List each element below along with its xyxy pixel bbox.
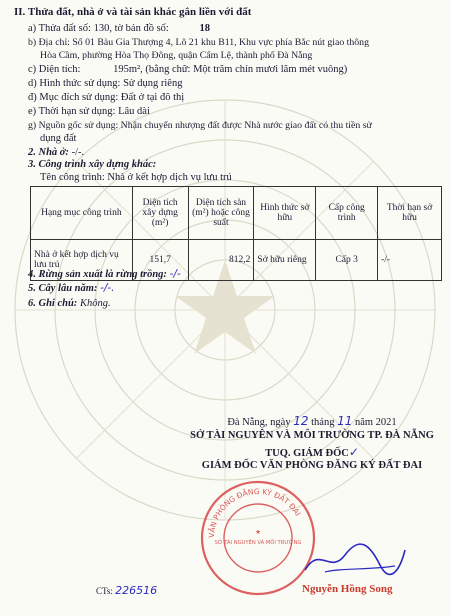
date-month: 11 [337, 414, 353, 428]
section-title: II. Thửa đất, nhà ở và tài sản khác gắn liền với đất [14, 6, 252, 18]
term-line: e) Thời hạn sử dụng: Lâu dài [28, 106, 150, 117]
origin-line-1: g) Nguồn gốc sử dụng: Nhận chuyển nhượng đất được Nhà nước giao đất có thu tiền sử [28, 120, 372, 131]
origin-line-2: dụng đất [40, 133, 77, 144]
signer-name: Nguyễn Hồng Song [302, 583, 393, 595]
construction-name-line: Tên công trình: Nhà ở kết hợp dịch vụ lưu trú [40, 172, 232, 183]
cell-grade: Cấp 3 [316, 240, 378, 281]
header-ownership: Hình thức sở hữu [254, 187, 316, 240]
header-build-area: Diện tích xây dựng (m²) [132, 187, 188, 240]
purpose-line: đ) Mục đích sử dụng: Đất ở tại đô thị [28, 92, 185, 103]
cell-floor-area: 812,2 [188, 240, 254, 281]
notes-line: 6. Ghi chú: Không. [28, 298, 111, 309]
date-day: 12 [293, 414, 309, 428]
tuq-line: TUQ. GIÁM ĐỐC✓ [265, 445, 359, 459]
official-stamp [198, 478, 318, 598]
address-line-2: Hòa Cầm, phường Hòa Thọ Đông, quận Cẩm Lệ, thành phố Đà Nẵng [40, 50, 313, 61]
certificate-number: CTs: 226516 [96, 584, 158, 597]
construction-label: 3. Công trình xây dựng khác: [28, 159, 157, 170]
cell-build-area: 151,7 [132, 240, 188, 281]
department-name: SỞ TÀI NGUYÊN VÀ MÔI TRƯỜNG TP. ĐÀ NẴNG [190, 430, 434, 441]
forest-line: 4. Rừng sản xuất là rừng trồng: -/- [28, 268, 181, 280]
parcel-label: a) Thửa đất số: [28, 23, 91, 34]
director-title: GIÁM ĐỐC VĂN PHÒNG ĐĂNG KÝ ĐẤT ĐAI [201, 460, 423, 471]
header-floor-area: Diện tích sàn (m²) hoặc công suất [188, 187, 254, 240]
map-sheet-label: , tờ bản đồ số: [109, 23, 169, 34]
svg-text:★: ★ [255, 528, 261, 536]
table-header-row [31, 187, 442, 240]
use-form-line: d) Hình thức sử dụng: Sử dụng riêng [28, 78, 183, 89]
map-sheet-number: 18 [199, 23, 210, 34]
perennial-line: 5. Cây lâu năm: -/-. [28, 282, 115, 294]
construction-table [30, 186, 442, 281]
parcel-number: 130 [93, 23, 110, 34]
header-term: Thời hạn sở hữu [378, 187, 442, 240]
parcel-line [28, 22, 210, 35]
svg-text:VĂN PHÒNG ĐĂNG KÝ ĐẤT ĐAI: VĂN PHÒNG ĐĂNG KÝ ĐẤT ĐAI [206, 486, 303, 539]
date-line: Đà Nẵng, ngày 12 tháng 11 năm 2021 [227, 414, 397, 428]
area-line: c) Diện tích: 195m², (bằng chữ: Một trăm chín mươi lăm mét vuông) [28, 64, 348, 75]
header-grade: Cấp công trình [316, 187, 378, 240]
svg-text:SỞ TÀI NGUYÊN VÀ MÔI TRƯỜNG: SỞ TÀI NGUYÊN VÀ MÔI TRƯỜNG [214, 540, 302, 546]
house-line: 2. Nhà ở: -/-. [28, 147, 85, 158]
cell-item: Nhà ở kết hợp dịch vụ lưu trú [31, 240, 133, 281]
address-line-1: b) Địa chỉ: Số 01 Bàu Gia Thượng 4, Lô 21 khu B11, Khu vực phía Bắc nút giao thông [28, 37, 369, 48]
handwritten-signature [300, 540, 410, 580]
header-item: Hạng mục công trình [31, 187, 133, 240]
cell-term: -/- [378, 240, 442, 281]
cell-ownership: Sở hữu riêng [254, 240, 316, 281]
